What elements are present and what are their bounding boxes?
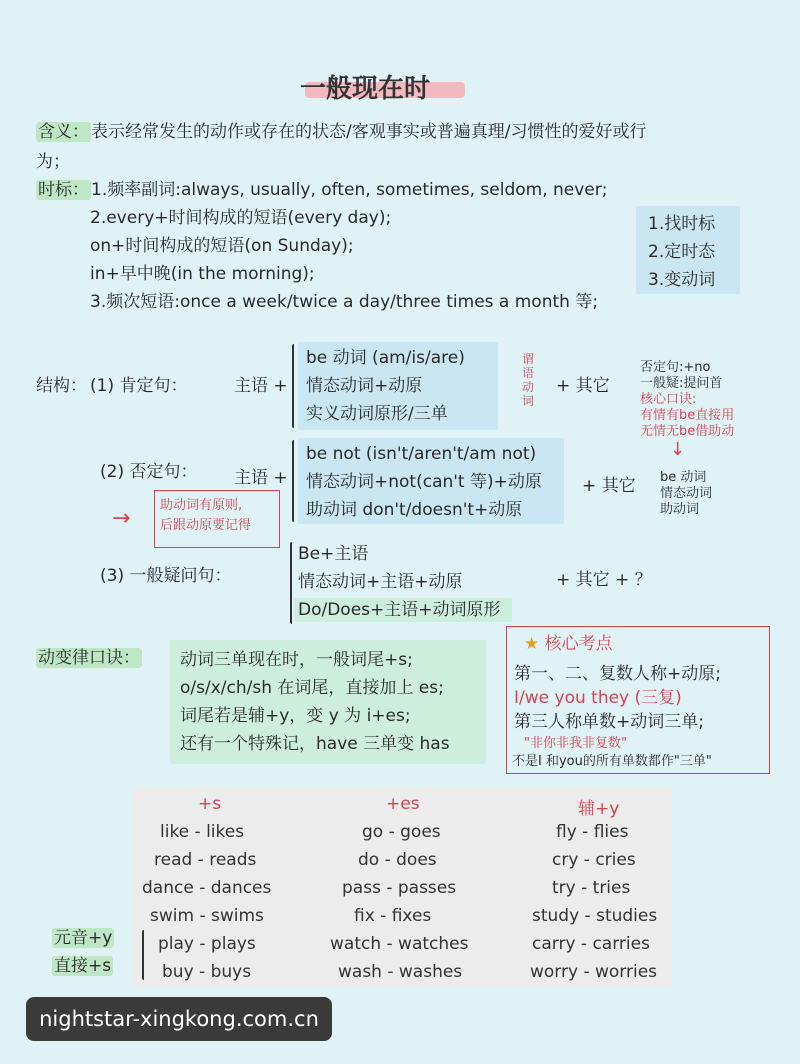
aux-note-1: 助动词有原则, [160, 498, 243, 513]
core-point-1: 第一、二、复数人称+动原; [514, 664, 721, 684]
markers-line1: 1.频率副词:always, usually, often, sometimes, seldom, never; [91, 180, 608, 200]
affirm-item-1: be 动词 (am/is/are) [306, 348, 465, 368]
markers-line3: on+时间构成的短语(on Sunday); [90, 236, 354, 256]
affirm-rest: + 其它 [556, 376, 610, 396]
tip-3: 3.变动词 [648, 270, 716, 290]
table-cell: study - studies [532, 906, 658, 926]
question-item-1: Be+主语 [298, 544, 369, 564]
col-head-y: 辅+y [578, 799, 620, 819]
col-head-s: +s [198, 794, 222, 814]
table-cell: carry - carries [532, 934, 650, 954]
core-point-4: "非你非我非复数" [524, 736, 627, 751]
vowel-brace [142, 930, 144, 980]
verb-rule-label: 动变律口诀： [38, 648, 140, 668]
table-cell: read - reads [154, 850, 257, 870]
negative-item-3: 助动词 don't/doesn't+动原 [306, 500, 523, 520]
tip-1: 1.找时标 [648, 214, 716, 234]
table-cell: cry - cries [552, 850, 636, 870]
affirm-label: (1) 肯定句： [90, 376, 188, 396]
affirm-item-2: 情态动词+动原 [306, 376, 423, 396]
table-cell: like - likes [160, 822, 245, 842]
core-point-3: 第三人称单数+动词三单; [514, 712, 704, 732]
negative-rest: + 其它 [582, 476, 636, 496]
meaning-text: 表示经常发生的动作或存在的状态/客观事实或普遍真理/习惯性的爱好或行 [91, 122, 647, 142]
question-label: (3) 一般疑问句： [100, 566, 232, 586]
star-icon: ★ [524, 634, 540, 654]
verb-rule-label-wrap [36, 648, 142, 668]
meaning-section [36, 122, 646, 142]
side-note-8: 助动词 [660, 502, 700, 517]
question-brace [290, 542, 292, 624]
affirm-brace [292, 344, 294, 428]
markers-line2: 2.every+时间构成的短语(every day); [90, 208, 392, 228]
side-note-1: 否定句:+no [640, 360, 711, 375]
markers-line1-wrap [36, 180, 607, 200]
table-cell: fly - flies [556, 822, 629, 842]
table-cell: swim - swims [150, 906, 264, 926]
predicate-note: 谓语动词 [522, 352, 535, 408]
arrow-right-icon: → [112, 506, 131, 531]
negative-item-2: 情态动词+not(can't 等)+动原 [306, 472, 542, 492]
meaning-text-cont: 为； [36, 152, 70, 172]
table-cell: dance - dances [142, 878, 272, 898]
question-item-3: Do/Does+主语+动词原形 [298, 600, 501, 620]
table-cell: watch - watches [330, 934, 469, 954]
negative-label: (2) 否定句： [100, 462, 198, 482]
table-cell: play - plays [158, 934, 256, 954]
aux-note-2: 后跟动原要记得 [160, 518, 252, 533]
verb-rule-4: 还有一个特殊记，have 三单变 has [180, 734, 450, 754]
meaning-label: 含义： [38, 122, 89, 142]
structure-label: 结构： [36, 376, 87, 396]
verb-rule-1: 动词三单现在时，一般词尾+s; [180, 650, 413, 670]
side-note-3: 核心口诀: [640, 392, 697, 407]
side-note-6: be 动词 [660, 470, 707, 485]
table-cell: try - tries [552, 878, 631, 898]
negative-brace [292, 440, 294, 522]
markers-label: 时标： [38, 180, 89, 200]
verb-rule-2: o/s/x/ch/sh 在词尾，直接加上 es; [180, 678, 444, 698]
side-note-4: 有情有be直接用 [640, 408, 735, 423]
question-item-2: 情态动词+主语+动原 [298, 572, 463, 592]
page-title: 一般现在时 [300, 74, 431, 104]
negative-subject: 主语 + [234, 468, 288, 488]
table-cell: worry - worries [530, 962, 658, 982]
core-point-2: I/we you they (三复) [514, 688, 682, 708]
down-arrow-icon: ↓ [670, 439, 686, 460]
col-head-es: +es [386, 794, 420, 814]
side-note-2: 一般疑:提问首 [640, 376, 723, 391]
negative-item-1: be not (isn't/aren't/am not) [306, 444, 537, 464]
markers-line5: 3.频次短语:once a week/twice a day/three times a month 等; [90, 292, 599, 312]
tip-2: 2.定时态 [648, 242, 716, 262]
question-rest: + 其它 + ？ [556, 570, 652, 590]
affirm-item-3: 实义动词原形/三单 [306, 404, 448, 424]
verb-rule-3: 词尾若是辅+y，变 y 为 i+es; [180, 706, 411, 726]
markers-line4: in+早中晚(in the morning); [90, 264, 315, 284]
table-cell: go - goes [362, 822, 441, 842]
core-points-title-wrap [524, 634, 613, 654]
table-cell: pass - passes [342, 878, 457, 898]
vowel-note-2: 直接+s [54, 956, 112, 976]
table-cell: fix - fixes [354, 906, 432, 926]
table-cell: buy - buys [162, 962, 252, 982]
table-cell: wash - washes [338, 962, 463, 982]
side-note-7: 情态动词 [660, 486, 713, 501]
table-cell: do - does [358, 850, 437, 870]
core-point-5: 不是I 和you的所有单数都作"三单" [512, 754, 712, 769]
core-points-title: 核心考点 [544, 634, 613, 654]
watermark-badge: nightstar-xingkong.com.cn [26, 997, 332, 1041]
affirm-subject: 主语 + [234, 376, 288, 396]
vowel-note-1: 元音+y [54, 928, 113, 948]
side-note-5: 无情无be借助动 [640, 424, 735, 439]
